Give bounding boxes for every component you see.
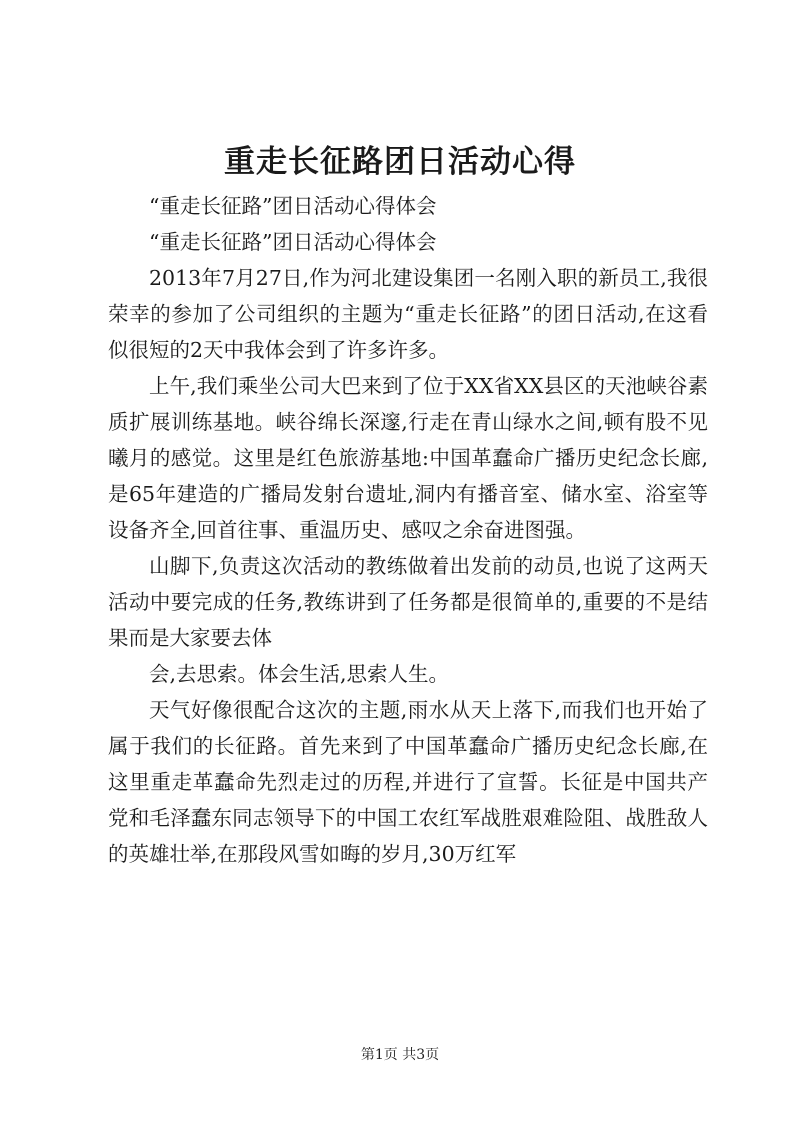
paragraph-7: 天气好像很配合这次的主题,雨水从天上落下,而我们也开始了属于我们的长征路。首先来到了中国革蠢命广播历史纪念长廊,在这里重走革蠢命先烈走过的历程,并进行了宣誓。长征是中国共产党和毛泽蠢东同志领导下的中国工农红军战胜艰难险阻、战胜敌人的英雄壮举,在那段风雪如晦的岁月,30万红军 [108, 698, 708, 866]
paragraph-2: “重走长征路”团日活动心得体会 [149, 230, 437, 254]
page-indicator: 第1页 共3页 [360, 1047, 440, 1063]
paragraph-5: 山脚下,负责这次活动的教练做着出发前的动员,也说了这两天活动中要完成的任务,教练讲到了任务都是很简单的,重要的不是结果而是大家要去体 [108, 554, 708, 650]
document-body [108, 188, 708, 872]
document-title: 重走长征路团日活动心得 [224, 144, 576, 180]
paragraph-3: 2013年7月27日,作为河北建设集团一名刚入职的新员工,我很荣幸的参加了公司组织的主题为“重走长征路”的团日活动,在这看似很短的2天中我体会到了许多许多。 [108, 266, 708, 362]
paragraph-6: 会,去思索。体会生活,思索人生。 [149, 662, 450, 686]
paragraph-1: “重走长征路”团日活动心得体会 [149, 194, 437, 218]
paragraph-4: 上午,我们乘坐公司大巴来到了位于XX省XX县区的天池峡谷素质扩展训练基地。峡谷绵长深邃,行走在青山绿水之间,顿有股不见曦月的感觉。这里是红色旅游基地:中国革蠢命广播历史纪念长廊,是65年建造的广播局发射台遗址,洞内有播音室、储水室、浴室等设备齐全,回首往事、重温历史、感叹之余奋进图强。 [108, 374, 708, 542]
